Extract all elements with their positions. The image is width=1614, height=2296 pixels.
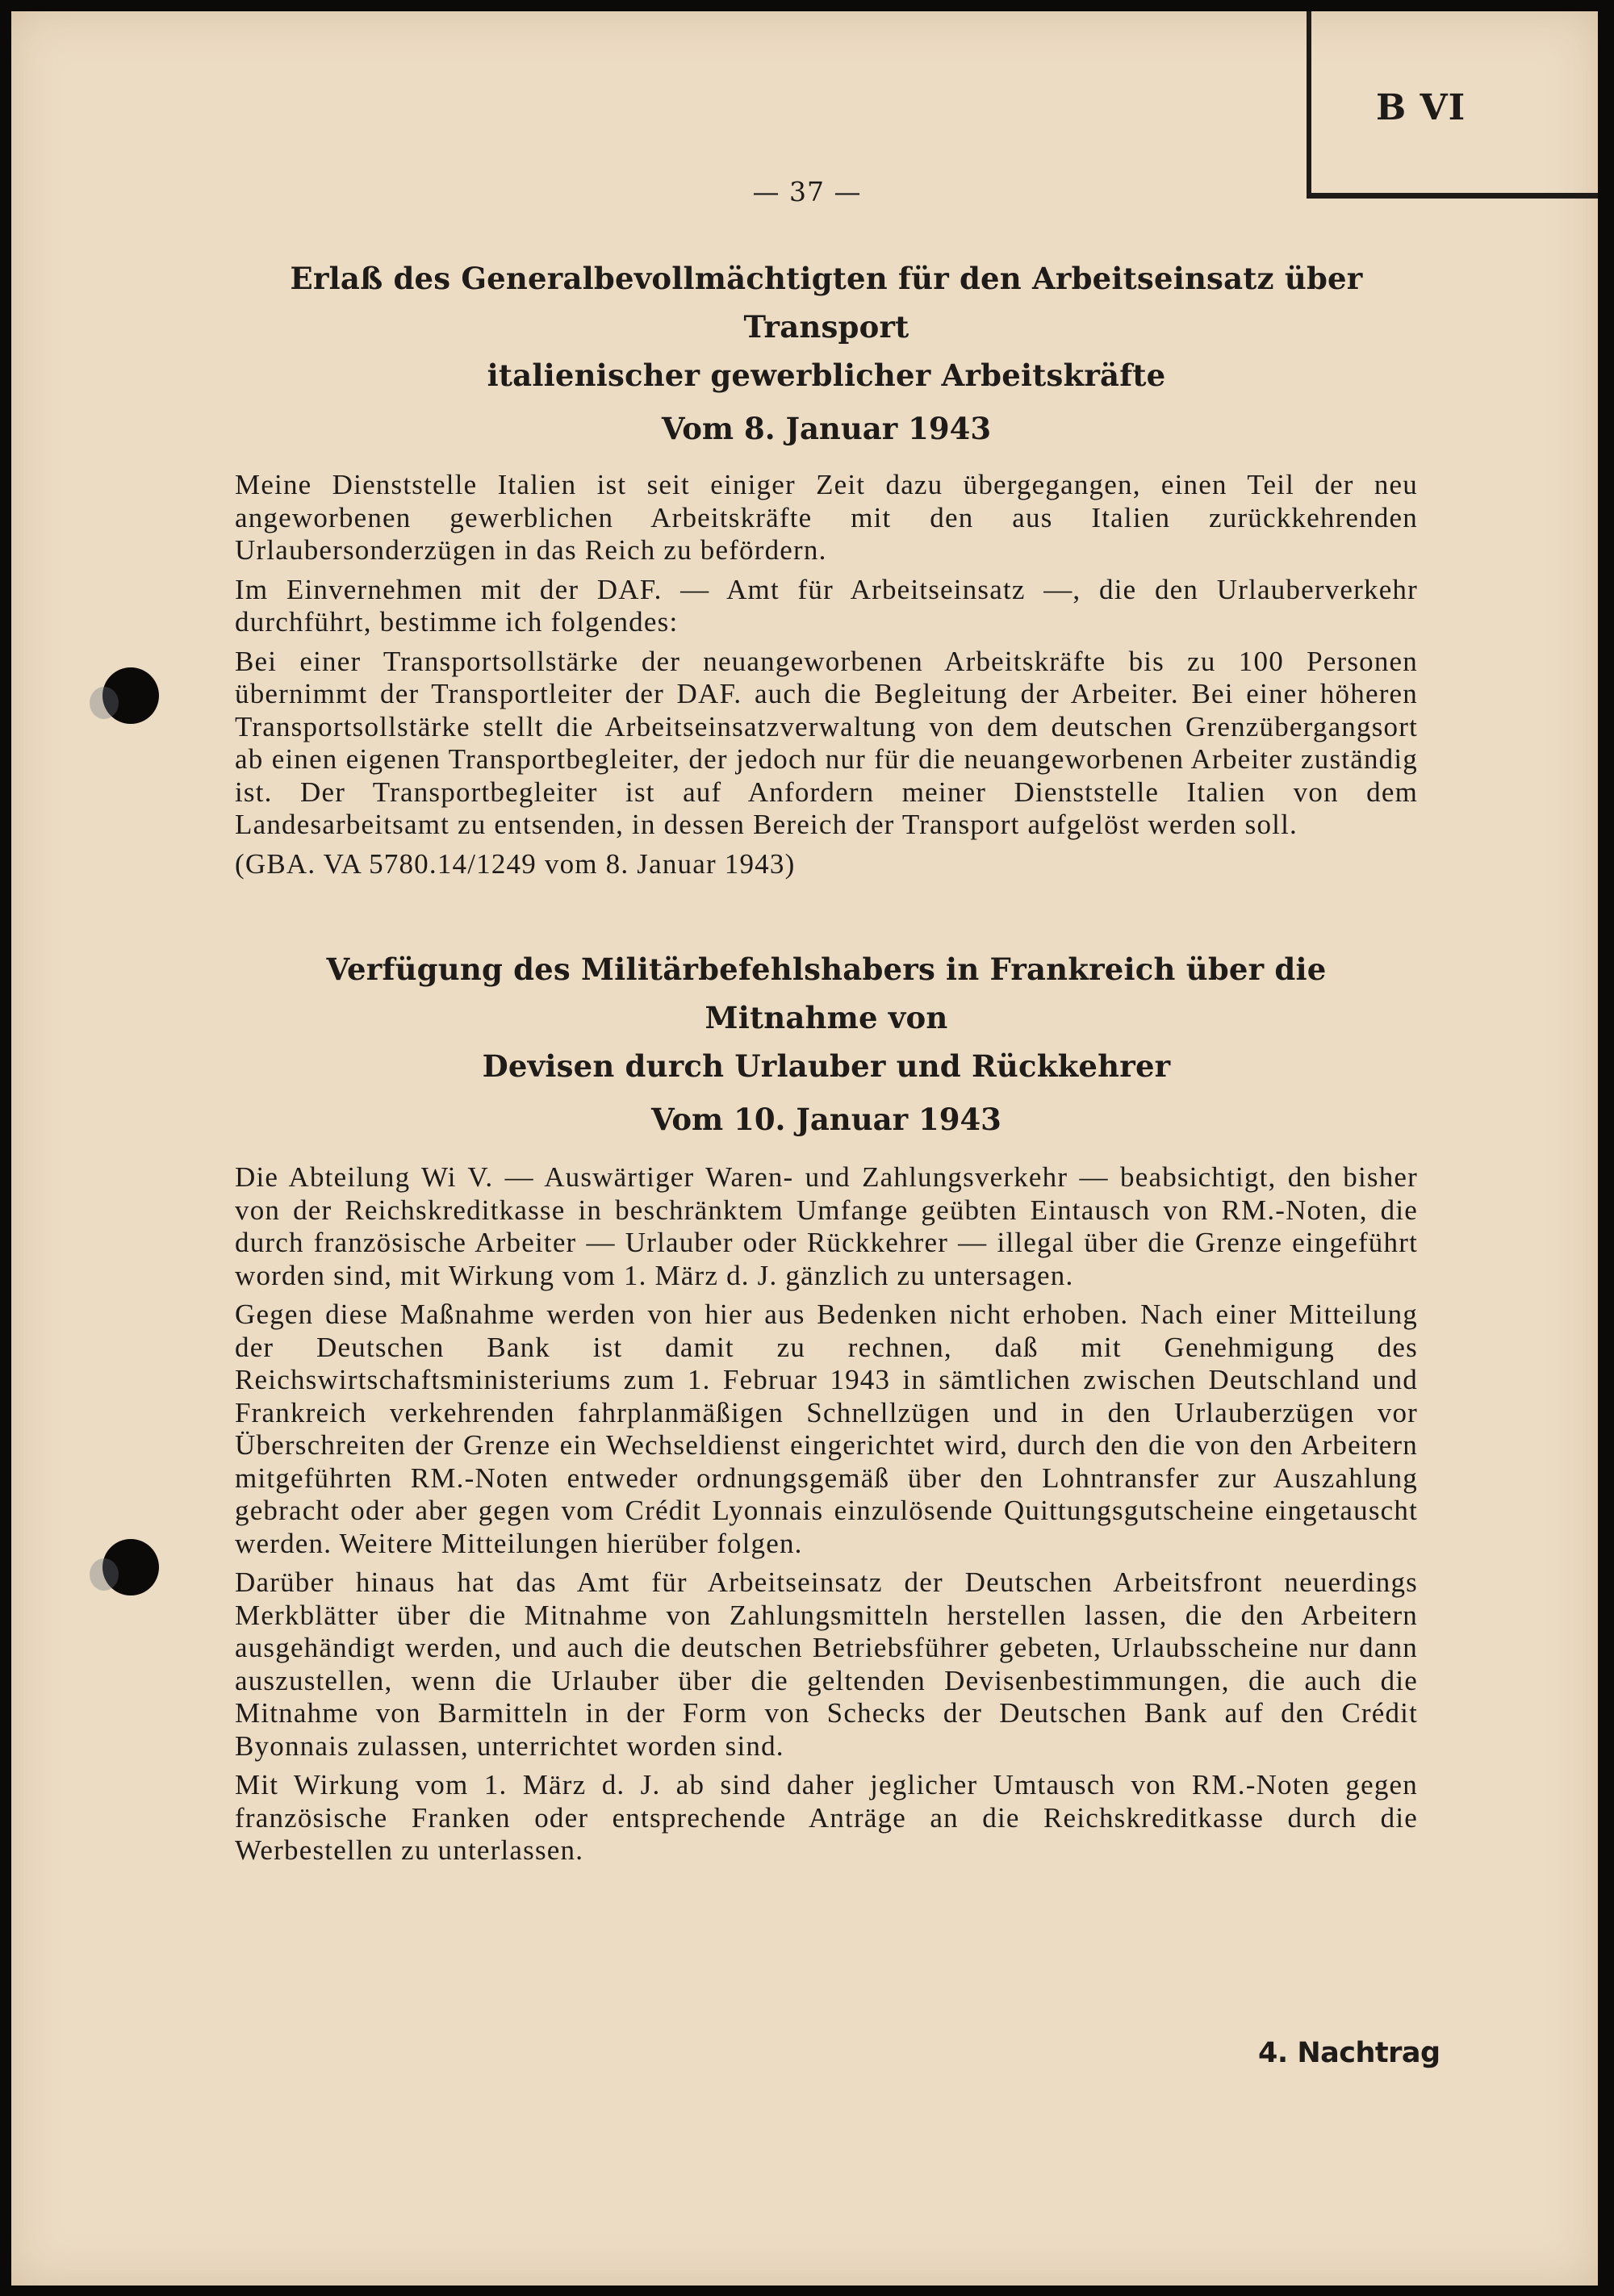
section-1-title-line-1: Erlaß des Generalbevollmächtigten für den Arbeitseinsatz über Transport [290,261,1363,345]
supplement-label: 4. Nachtrag [1258,2037,1440,2069]
page-number: — 37 — [752,176,862,207]
section-2-paragraph: Die Abteilung Wi V. — Auswärtiger Waren- und Zahlungsverkehr — beabsichtigt, den bisher von der Reichskreditkasse in beschränktem Umfange geübten Eintausch von RM.-Noten, die durch französische Arbeiter — Urlauber oder Rückkehrer — illegal über die Grenze eingeführt worden sind, mit Wirkung vom 1. März d. J. gänzlich zu untersagen. [235,1161,1418,1291]
punch-hole [102,1539,159,1595]
section-2-paragraph: Mit Wirkung vom 1. März d. J. ab sind daher jeglicher Umtausch von RM.-Noten gegen französische Franken oder entsprechende Anträge an die Reichskreditkasse durch die Werbestellen zu unterlassen. [235,1769,1418,1866]
section-2-date: Vom 10. Januar 1943 [651,1102,1001,1137]
section-1-paragraph: Im Einvernehmen mit der DAF. — Amt für Arbeitseinsatz —, die den Urlauberverkehr durchführt, bestimme ich folgendes: [235,573,1418,638]
punch-hole [102,667,159,724]
section-2-paragraph: Gegen diese Maßnahme werden von hier aus Bedenken nicht erhoben. Nach einer Mitteilung der Deutschen Bank ist damit zu rechnen, daß mit Genehmigung des Reichswirtschaftsministeriums zum 1. Februar 1943 in sämtlichen zwischen Deutschland und Frankreich verkehrenden fahrplanmäßigen Schnellzügen und in den Urlauberzügen vor Überschreiten der Grenze ein Wechseldienst eingerichtet wird, durch den die von den Arbeitern mitgeführten RM.-Noten entweder ordnungsgemäß über den Lohntransfer zur Auszahlung gebracht oder aber gegen vom Crédit Lyonnais einzulösende Quittungsgutscheine eingetauscht werden. Weitere Mitteilungen hierüber folgen. [235,1299,1418,1559]
section-stamp: B VI [1376,87,1466,128]
section-2-title-line-1: Verfügung des Militärbefehlshabers in Frankreich über die Mitnahme von [326,951,1327,1035]
section-1-reference: (GBA. VA 5780.14/1249 vom 8. Januar 1943) [235,847,796,880]
section-1-date: Vom 8. Januar 1943 [661,411,992,446]
section-1-paragraph: Bei einer Transportsollstärke der neuangeworbenen Arbeitskräfte bis zu 100 Personen übernimmt der Transportleiter der DAF. auch die Begleitung der Arbeiter. Bei einer höheren Transportsollstärke stellt die Arbeitseinsatzverwaltung von dem deutschen Grenzübergangsort ab einen eigenen Transportbegleiter, der jedoch nur für die neuangeworbenen Arbeiter zuständig ist. Der Transportbegleiter ist auf Anfordern meiner Dienststelle Italien von dem Landesarbeitsamt zu entsenden, in dessen Bereich der Transport aufgelöst werden soll. [235,645,1418,840]
decree-section-1 [235,254,1418,880]
decree-section-2 [235,945,1418,1874]
section-1-title-line-2: italienischer gewerblicher Arbeitskräfte [487,358,1166,393]
document-page [11,11,1598,2286]
section-2-paragraph: Darüber hinaus hat das Amt für Arbeitseinsatz der Deutschen Arbeitsfront neuerdings Merkblätter über die Mitnahme von Zahlungsmitteln herstellen lassen, die den Arbeitern ausgehändigt werden, und auch die deutschen Betriebsführer gebeten, Urlaubsscheine nur dann auszustellen, wenn die Urlauber über die geltenden Devisenbestimmungen, die auch die Mitnahme von Barmitteln in der Form von Schecks der Deutschen Bank auf den Crédit Byonnais zulassen, unterrichtet worden sind. [235,1566,1418,1762]
section-1-paragraph: Meine Dienststelle Italien ist seit einiger Zeit dazu übergegangen, einen Teil der neu angeworbenen gewerblichen Arbeitskräfte mit den aus Italien zurückkehrenden Urlaubersonderzügen in das Reich zu befördern. [235,469,1418,566]
section-1-body [235,469,1418,880]
section-2-title-line-2: Devisen durch Urlauber und Rückkehrer [482,1048,1171,1084]
section-stamp-box [1307,11,1598,199]
section-2-body [235,1161,1418,1867]
